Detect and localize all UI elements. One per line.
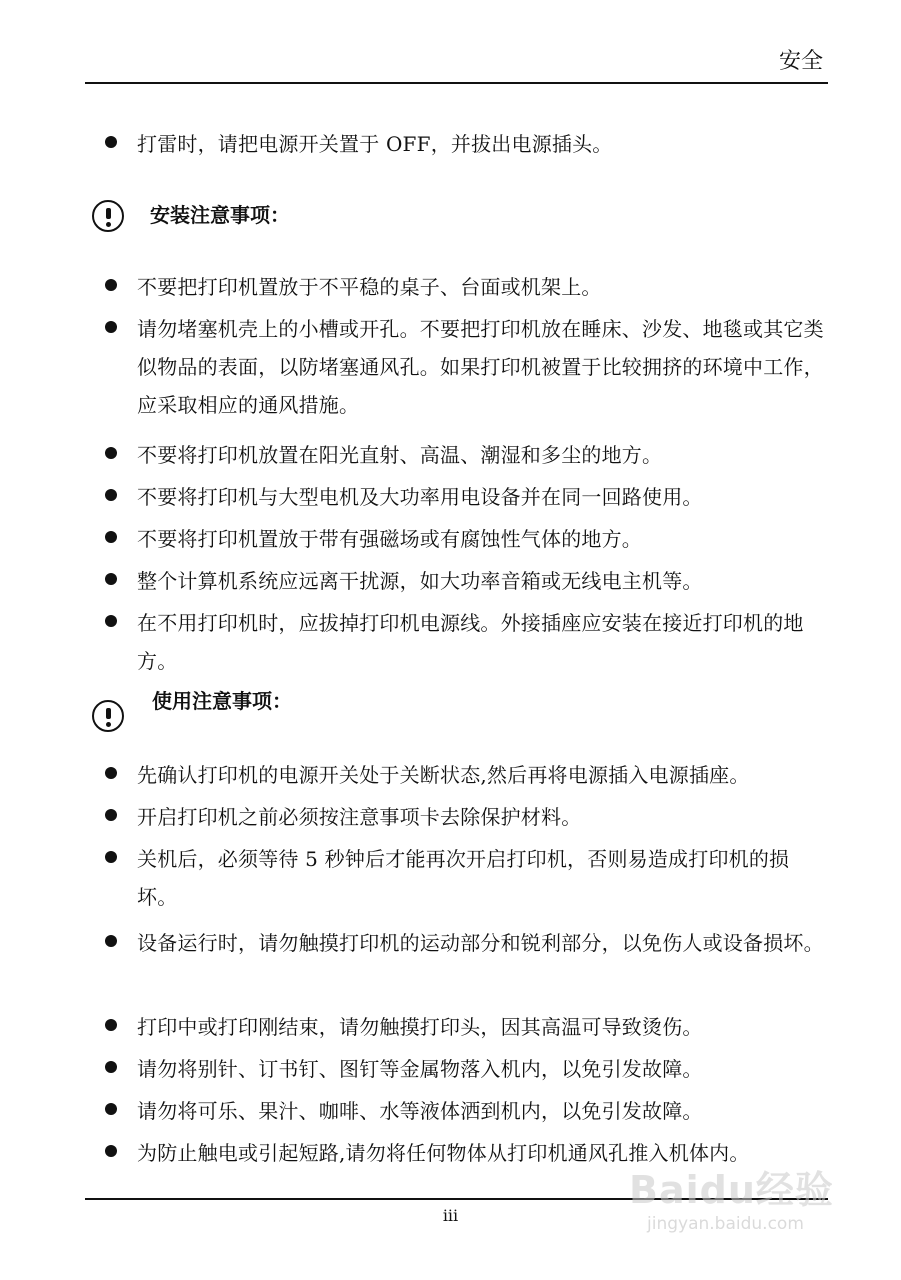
page-number: iii xyxy=(442,1206,459,1225)
list-item xyxy=(105,562,825,600)
list-item-text: 设备运行时，请勿触摸打印机的运动部分和锐利部分，以免伤人或设备损坏。 xyxy=(137,931,824,955)
list-item-text: 不要将打印机与大型电机及大功率用电设备并在同一回路使用。 xyxy=(137,485,703,509)
list-item-text: 先确认打印机的电源开关处于关断状态,然后再将电源插入电源插座。 xyxy=(137,763,750,787)
use-section-title: 使用注意事项： xyxy=(152,689,292,713)
bullet-icon xyxy=(105,1145,117,1157)
list-item-text: 打雷时，请把电源开关置于 OFF，并拔出电源插头。 xyxy=(137,132,613,156)
list-item xyxy=(105,268,825,306)
bullet-icon xyxy=(105,531,117,543)
bullet-icon xyxy=(105,489,117,501)
bullet-icon xyxy=(105,1103,117,1115)
page-header-title: 安全 xyxy=(778,49,823,74)
list-item xyxy=(105,756,825,794)
list-item xyxy=(105,1092,825,1130)
list-item-text: 不要把打印机置放于不平稳的桌子、台面或机架上。 xyxy=(137,275,602,299)
list-item xyxy=(105,310,825,424)
list-item-text: 请勿将可乐、果汁、咖啡、水等液体洒到机内，以免引发故障。 xyxy=(137,1099,703,1123)
bullet-icon xyxy=(105,809,117,821)
list-item-text: 在不用打印机时，应拔掉打印机电源线。外接插座应安装在接近打印机的地方。 xyxy=(137,611,804,673)
list-item-text: 开启打印机之前必须按注意事项卡去除保护材料。 xyxy=(137,805,582,829)
install-section-title: 安装注意事项： xyxy=(150,203,290,227)
bullet-icon xyxy=(105,321,117,333)
header-rule xyxy=(85,82,828,84)
use-section-heading xyxy=(92,689,832,732)
list-item-text: 整个计算机系统应远离干扰源，如大功率音箱或无线电主机等。 xyxy=(137,569,703,593)
exclamation-circle-icon xyxy=(92,200,124,232)
list-item xyxy=(105,520,825,558)
bullet-icon xyxy=(105,136,117,148)
bullet-icon xyxy=(105,615,117,627)
watermark xyxy=(629,1168,849,1248)
bullet-icon xyxy=(105,1061,117,1073)
bullet-icon xyxy=(105,279,117,291)
list-item-text: 不要将打印机置放于带有强磁场或有腐蚀性气体的地方。 xyxy=(137,527,642,551)
bullet-icon xyxy=(105,851,117,863)
list-item xyxy=(105,1008,825,1046)
list-item-text: 打印中或打印刚结束，请勿触摸打印头，因其高温可导致烫伤。 xyxy=(137,1015,703,1039)
list-item xyxy=(105,478,825,516)
list-item-text: 请勿堵塞机壳上的小槽或开孔。不要把打印机放在睡床、沙发、地毯或其它类似物品的表面，以防堵塞通风孔。如果打印机被置于比较拥挤的环境中工作，应采取相应的通风措施。 xyxy=(137,317,824,417)
bullet-icon xyxy=(105,767,117,779)
exclamation-circle-icon xyxy=(92,700,124,732)
list-item xyxy=(105,125,825,163)
list-item-text: 不要将打印机放置在阳光直射、高温、潮湿和多尘的地方。 xyxy=(137,443,663,467)
bullet-icon xyxy=(105,1019,117,1031)
list-item xyxy=(105,436,825,474)
list-item-text: 关机后，必须等待 5 秒钟后才能再次开启打印机，否则易造成打印机的损坏。 xyxy=(137,847,790,909)
bullet-icon xyxy=(105,573,117,585)
list-item xyxy=(105,840,825,916)
install-section-heading xyxy=(92,200,832,240)
list-item-text: 请勿将别针、订书钉、图钉等金属物落入机内，以免引发故障。 xyxy=(137,1057,703,1081)
list-item xyxy=(105,604,825,680)
list-item-text: 为防止触电或引起短路,请勿将任何物体从打印机通风孔推入机体内。 xyxy=(137,1141,750,1165)
watermark-logo: Baidu经验 xyxy=(629,1168,834,1212)
bullet-icon xyxy=(105,447,117,459)
watermark-url: jingyan.baidu.com xyxy=(647,1214,804,1234)
bullet-icon xyxy=(105,935,117,947)
list-item xyxy=(105,1050,825,1088)
list-item xyxy=(105,798,825,836)
list-item xyxy=(105,924,825,962)
list-item xyxy=(105,1134,825,1172)
